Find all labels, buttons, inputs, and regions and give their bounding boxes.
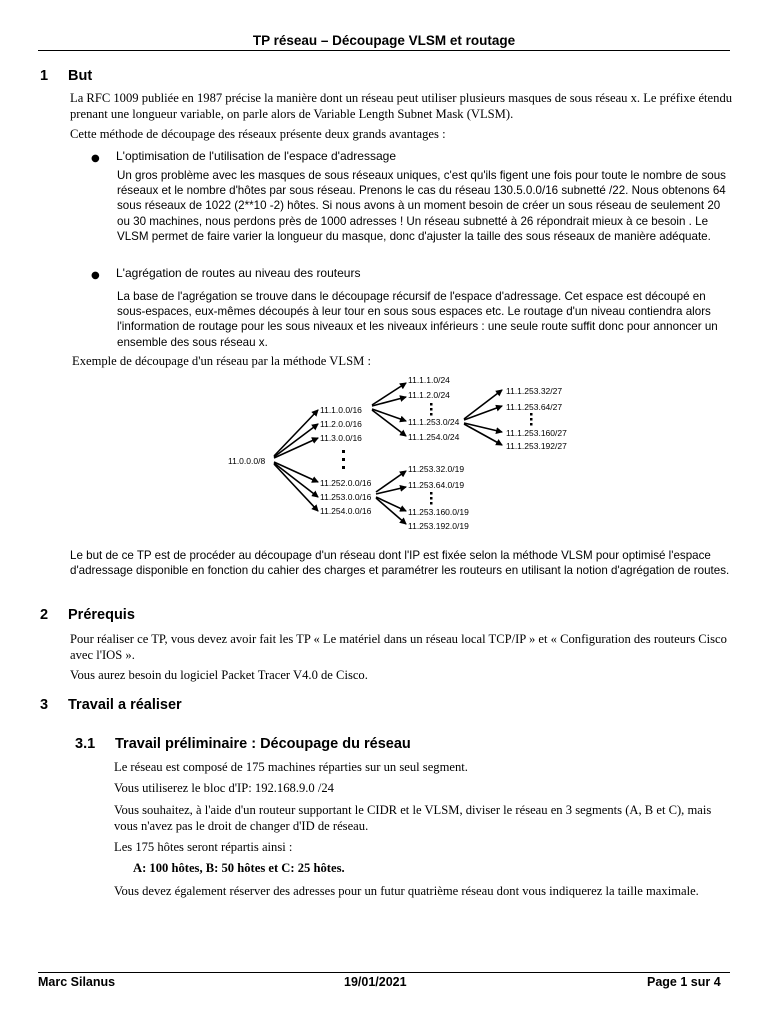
section-3-title: Travail a réaliser [68, 697, 182, 713]
diagram-root-label: 11.0.0.0/8 [228, 456, 266, 466]
diagram-l1-label: 11.3.0.0/16 [320, 433, 362, 443]
section-3-1-heading [75, 736, 411, 752]
diagram-l2-top-label: 11.1.1.0/24 [408, 375, 450, 385]
vlsm-diagram [220, 370, 580, 535]
section-1-number: 1 [40, 68, 49, 84]
footer-author: Marc Silanus [38, 975, 116, 989]
diagram-l2-bottom-label: 11.253.160.0/19 [408, 507, 469, 517]
bullet-1-title: L'optimisation de l'utilisation de l'espace d'adressage [116, 149, 397, 163]
diagram-l3-label: 11.1.253.192/27 [506, 441, 567, 451]
dots-level3 [530, 413, 533, 426]
diagram-l1-label: 11.252.0.0/16 [320, 478, 372, 488]
arrow-root-l1-5 [274, 463, 318, 497]
arrow-l2-l3-1 [464, 390, 502, 419]
section-3-1-paragraph-6: Vous devez également réserver des adresses pour un futur quatrième réseau dont vous indiquerez la taille maximale. [114, 884, 699, 898]
page-header-title: TP réseau – Découpage VLSM et routage [252, 33, 516, 48]
section-1-conclusion: Le but de ce TP est de procéder au découpage d'un réseau dont l'IP est fixée selon la méthode VLSM pour optimisé l'espace d'adressage disponible en fonction du cahier des charges et paramétrer les routeurs en utilisant la notion d'agrégation de routes. [70, 549, 730, 578]
section-1-paragraph-2: Cette méthode de découpage des réseaux présente deux grands avantages : [70, 127, 446, 141]
diagram-l3-label: 11.1.253.64/27 [506, 402, 563, 412]
section-3-1-paragraph-2: Vous utiliserez le bloc d'IP: 192.168.9.0 /24 [114, 781, 334, 795]
diagram-l1-label: 11.253.0.0/16 [320, 492, 372, 502]
section-3-number: 3 [40, 697, 49, 713]
arrow-l1-l2b-3 [376, 497, 406, 511]
diagram-l1-label: 11.2.0.0/16 [320, 419, 362, 429]
arrow-l1-l2t-3 [372, 409, 406, 421]
arrow-root-l1-1 [274, 410, 318, 456]
diagram-l2-bottom-label: 11.253.192.0/19 [408, 521, 469, 531]
bullet-1-text: Un gros problème avec les masques de sous réseaux uniques, c'est qu'ils figent une fois pour toute le nombre de sous réseaux et le nombre d'hôtes par sous réseau. Prenons le cas du réseau 130.5.0.0/16 subnetté /22. Nous obtenons 64 sous réseaux de 1022 (2**10 -2) hôtes. Si nous avons à un moment besoin de créer un sous réseau de seulement 20 ou 30 machines, nous perdons près de 1000 adresses ! Un réseau subnetté à 26 répondrait mieux à ce besoin . Le VLSM permet de faire varier la longueur du masque, donc d'ajuster la taille des sous réseaux de manière adéquate. [117, 169, 726, 243]
footer-page-number: Page 1 sur 4 [647, 975, 721, 989]
diagram-l2-top-label: 11.1.254.0/24 [408, 432, 460, 442]
section-2-paragraph-2: Vous aurez besoin du logiciel Packet Tracer V4.0 de Cisco. [70, 668, 368, 682]
section-2-paragraph-1: Pour réaliser ce TP, vous devez avoir fait les TP « Le matériel dans un réseau local TCP/IP » et « Configuration des routeurs Cisco avec l'IOS ». [70, 632, 727, 662]
section-1-heading [40, 68, 92, 84]
dots-level2-bottom [430, 492, 433, 505]
section-1-title: But [68, 68, 93, 84]
arrow-l1-l2t-4 [372, 410, 406, 436]
diagram-l2-bottom-label: 11.253.32.0/19 [408, 464, 465, 474]
dots-level1 [342, 450, 345, 469]
diagram-caption: Exemple de découpage d'un réseau par la méthode VLSM : [72, 354, 371, 368]
section-3-1-paragraph-1: Le réseau est composé de 175 machines réparties sur un seul segment. [114, 760, 468, 774]
section-2-heading [40, 607, 135, 623]
arrow-l2-l3-2 [464, 406, 502, 420]
section-2-title: Prérequis [68, 607, 135, 623]
bullet-1-icon: ● [91, 153, 100, 164]
bullet-2-icon: ● [91, 270, 100, 281]
diagram-l3-label: 11.1.253.160/27 [506, 428, 567, 438]
arrow-root-l1-6 [274, 464, 318, 511]
header-rule [38, 50, 730, 51]
section-3-1-paragraph-4: Les 175 hôtes seront répartis ainsi : [114, 840, 293, 854]
diagram-l1-label: 11.1.0.0/16 [320, 405, 362, 415]
diagram-l2-top-label: 11.1.253.0/24 [408, 417, 460, 427]
diagram-l2-bottom-label: 11.253.64.0/19 [408, 480, 465, 490]
dots-level2-top [430, 403, 433, 416]
diagram-l1-label: 11.254.0.0/16 [320, 506, 372, 516]
diagram-l2-top-label: 11.1.2.0/24 [408, 390, 450, 400]
section-3-heading [40, 697, 182, 713]
section-2-number: 2 [40, 607, 49, 623]
arrow-l1-l2b-4 [376, 498, 406, 524]
section-3-1-title: Travail préliminaire : Découpage du réseau [115, 736, 411, 752]
diagram-l3-label: 11.1.253.32/27 [506, 386, 563, 396]
section-3-1-paragraph-3: Vous souhaitez, à l'aide d'un routeur supportant le CIDR et le VLSM, diviser le réseau en 3 segments (A, B et C), mais vous n'avez pas le droit de changer d'ID de réseau. [114, 803, 712, 833]
bullet-2-text: La base de l'agrégation se trouve dans le découpage récursif de l'espace d'adressage. Cet espace est découpé en sous-espaces, eux-mêmes découpés à leur tour en sous sous espaces etc. Le routage d'un niveau contiendra alors l'information de routage pour les sous niveaux et les niveaux inférieurs : une seule route suffit donc pour annoncer un ensemble des sous réseau x. [117, 290, 718, 349]
section-3-1-host-split: A: 100 hôtes, B: 50 hôtes et C: 25 hôtes. [133, 861, 345, 875]
section-3-1-number: 3.1 [75, 736, 96, 752]
section-1-paragraph-1: La RFC 1009 publiée en 1987 précise la manière dont un réseau peut utiliser plusieurs masques de sous réseau x. Le préfixe étendu prenant une longueur variable, on parle alors de Variable Length Subnet Mask (VLSM). [70, 91, 733, 121]
footer-rule [38, 972, 730, 973]
bullet-2-title: L'agrégation de routes au niveau des routeurs [116, 266, 361, 280]
footer-date: 19/01/2021 [344, 975, 407, 989]
